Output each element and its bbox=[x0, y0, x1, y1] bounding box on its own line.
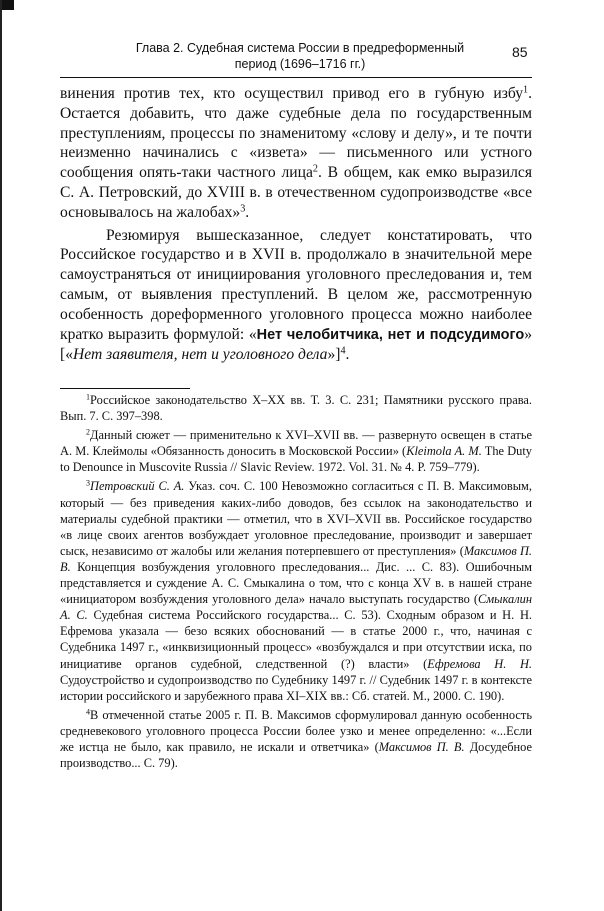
footnote-3-text-d: Судоустройство и судопроизводство по Судебнику 1497 г. // Судебник 1497 г. в контексте истории российского и зарубежного права XI–XIX вв.: Сб. статей. М., 2000. С. 190). bbox=[60, 672, 532, 703]
running-header bbox=[60, 40, 540, 72]
paragraph-1-text-d: . bbox=[245, 203, 250, 221]
footnote-2 bbox=[60, 427, 532, 475]
scan-edge-mark bbox=[0, 0, 14, 10]
paragraph-2-text-b: » [« bbox=[60, 325, 533, 364]
footnote-4-text-b: Досудебное производство... С. 79). bbox=[60, 739, 532, 771]
paragraph-2 bbox=[60, 226, 532, 366]
footnote-3-author-3: Смыкалин А. С. bbox=[60, 592, 532, 623]
footnote-ref-2: 2 bbox=[312, 163, 318, 175]
formula-italic: Нет заявителя, нет и уголовного дела bbox=[73, 346, 328, 364]
footnote-4 bbox=[60, 707, 532, 771]
scan-edge-line bbox=[0, 0, 2, 911]
paragraph-2-text-a: Резюмируя вышесказанное, следует констатировать, что Российское государство и в XVII в. продолжало в значительной мере самоустраняться от инициирования уголовного преследования и, тем самым, от выявления преступлений. В целом же, рассмотренную особенность дореформенного уголовного процесса можно наиболее кратко выразить формулой: « bbox=[60, 226, 532, 343]
footnote-4-author: Максимов П. В. bbox=[378, 739, 465, 754]
footnote-3-text-a: Указ. соч. С. 100 Невозможно согласиться с П. В. Максимовым, который — без приведения каких-либо доводов, без ссылок на законодательство и материалы судебной практики — отметил, что в XVI–XVII вв. Российское государство «в лице своих агентов возбуждает уголовное преследование, производит и завершает сыск, независимо от жалобы или желания потерпевшего от преступления» ( bbox=[60, 479, 532, 558]
footnotes bbox=[60, 392, 532, 774]
paragraph-1-text-a: винения против тех, кто осуществил привод его в губную избу bbox=[60, 85, 524, 102]
footnote-4-number: 4 bbox=[86, 707, 91, 717]
footnote-3-number: 3 bbox=[86, 479, 91, 489]
running-header-line-1: Глава 2. Судебная система России в предреформенный bbox=[135, 41, 465, 55]
footnote-1-text: Российское законодательство X–XX вв. Т. 3. С. 231; Памятники русского права. Вып. 7. С. 397–398. bbox=[60, 393, 532, 424]
page-number: 85 bbox=[512, 44, 528, 60]
paragraph-2-text-d: . bbox=[345, 346, 350, 364]
footnote-2-number: 2 bbox=[86, 427, 91, 437]
footnote-2-author: Kleimola A. M. bbox=[406, 444, 482, 459]
footnote-3-author-1: Петровский С. А. bbox=[90, 479, 185, 494]
footnote-3-text-b: Концепция возбуждения уголовного преследования... Дис. ... С. 83). Ошибочным представляется и суждение А. С. Смыкалина о том, что с конца XV в. в нашей стране «инициатором возбуждения уголовного дела» начало выступать государство ( bbox=[60, 559, 532, 607]
header-rule bbox=[60, 77, 532, 78]
paragraph-1 bbox=[60, 84, 532, 223]
footnote-1 bbox=[60, 392, 532, 424]
footnote-4-text-a: В отмеченной статье 2005 г. П. В. Максимов сформулировал данную особенность средневекового уголовного процесса России более узко и менее определенно: «...Если же истца не было, как правило, не искали и ответчика» ( bbox=[60, 707, 532, 754]
formula-bold: Нет челобитчика, нет и подсудимого bbox=[256, 326, 525, 343]
footnote-3-author-2: Максимов П. В. bbox=[60, 543, 532, 574]
footnote-3-text-c: Судебная система Российского государства... С. 53). Сходным образом и Н. Н. Ефремова указала — безо всяких обоснований — в статье 2000 г., что, начиная с Судебника 1497 г., «инквизиционный процесс» «возбуждался и при отсутствии иска, по инициативе органов судебной, следственной (?) власти» ( bbox=[60, 608, 532, 671]
footnote-1-number: 1 bbox=[86, 392, 91, 402]
footnote-ref-4: 4 bbox=[340, 345, 346, 357]
footnote-3-author-4: Ефремова Н. Н. bbox=[427, 656, 532, 671]
paragraph-1-text-b: . Остается добавить, что даже судебные дела по государственным преступлениям, процессы по знаменитому «слову и делу», и те почти неизменно начинались с «извета» — письменного или устного сообщения опять-таки частного лица bbox=[60, 85, 532, 182]
footnote-2-text-a: Данный сюжет — применительно к XVI–XVII вв. — развернуто освещен в статье А. М. Клеймолы «Обязанность доносить в Московской России» ( bbox=[60, 428, 532, 459]
footnote-2-text-b: The Duty to Denounce in Muscovite Russia // Slavic Review. 1972. Vol. 31. № 4. P. 759–779). bbox=[60, 444, 532, 475]
main-text bbox=[60, 84, 532, 365]
paragraph-1-text-c: . В общем, как емко выразился С. А. Петровский, до XVIII в. в отечественном судопроизводстве «все основывалось на жалобах» bbox=[60, 164, 532, 221]
paragraph-2-text-c: »] bbox=[327, 346, 341, 364]
running-header-line-2: период (1696–1716 гг.) bbox=[234, 57, 366, 71]
footnote-rule bbox=[60, 388, 190, 389]
footnote-ref-1: 1 bbox=[523, 84, 529, 96]
footnote-3 bbox=[60, 478, 532, 703]
footnote-ref-3: 3 bbox=[240, 203, 246, 215]
